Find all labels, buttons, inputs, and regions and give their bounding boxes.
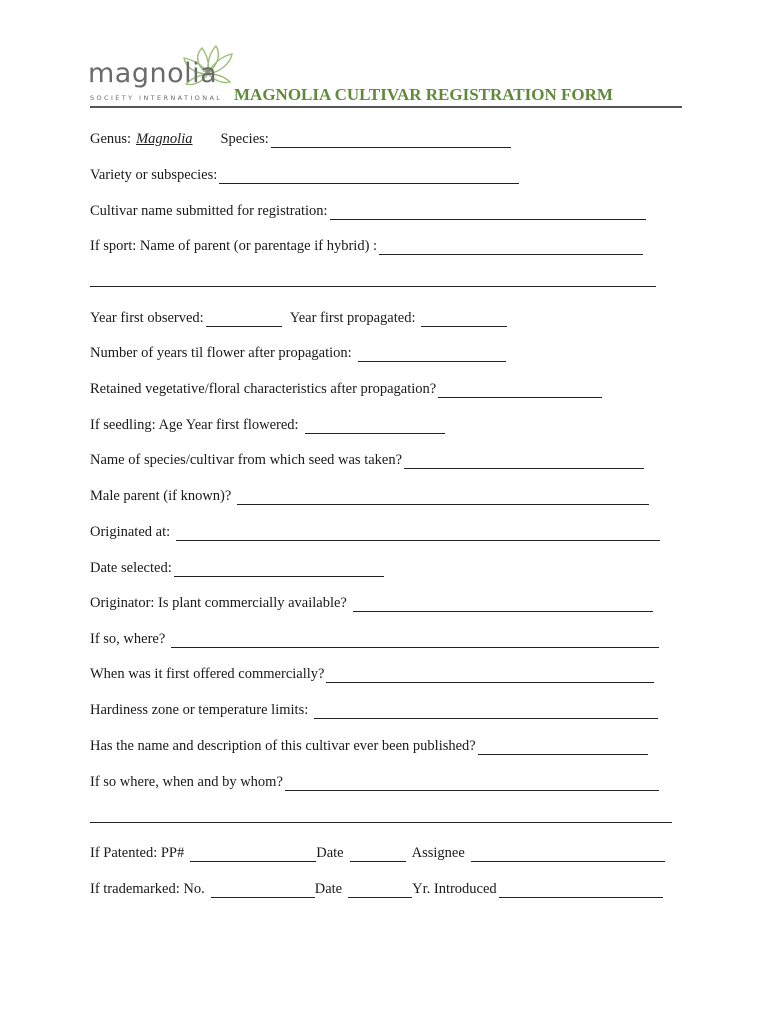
male-parent-input[interactable]	[237, 490, 649, 505]
retained-label: Retained vegetative/floral characteristics after propagation?	[90, 381, 437, 397]
magnolia-society-logo	[88, 44, 238, 106]
if-so-where-label: If so, where?	[90, 631, 166, 647]
trademarked-row	[90, 880, 663, 898]
publication-continuation-input[interactable]	[90, 822, 672, 823]
sport-row	[90, 237, 643, 255]
seedling-row	[90, 416, 445, 434]
hardiness-label: Hardiness zone or temperature limits:	[90, 702, 309, 718]
year-observed-input[interactable]	[206, 312, 282, 327]
seed-species-label: Name of species/cultivar from which seed was taken?	[90, 452, 403, 468]
logo-subtitle: SOCIETY INTERNATIONAL	[90, 94, 223, 102]
year-propagated-input[interactable]	[421, 312, 507, 327]
seed-species-row	[90, 451, 644, 469]
seed-species-input[interactable]	[404, 454, 644, 469]
patent-number-input[interactable]	[190, 847, 316, 862]
seedling-input[interactable]	[305, 419, 445, 434]
if-so-where-row	[90, 630, 659, 648]
cultivar-name-label: Cultivar name submitted for registration:	[90, 203, 328, 219]
male-parent-label: Male parent (if known)?	[90, 488, 232, 504]
years-til-flower-row	[90, 344, 506, 362]
genus-value: Magnolia	[136, 131, 193, 147]
date-selected-row	[90, 559, 384, 577]
male-parent-row	[90, 487, 649, 505]
first-offered-input[interactable]	[326, 668, 654, 683]
trademarked-label: If trademarked: No.	[90, 881, 205, 897]
patented-label: If Patented: PP#	[90, 845, 185, 861]
if-so-where-input[interactable]	[171, 633, 659, 648]
year-observed-label: Year first observed:	[90, 310, 204, 326]
year-row	[90, 309, 507, 327]
yr-introduced-input[interactable]	[499, 883, 663, 898]
originator-row	[90, 594, 653, 612]
trademark-date-input[interactable]	[348, 883, 412, 898]
published-row	[90, 737, 648, 755]
originator-label: Originator: Is plant commercially available?	[90, 595, 347, 611]
date-selected-input[interactable]	[174, 562, 384, 577]
patent-date-label: Date	[316, 845, 344, 861]
assignee-input[interactable]	[471, 847, 665, 862]
retained-row	[90, 380, 602, 398]
years-til-flower-input[interactable]	[358, 347, 506, 362]
title-divider	[90, 106, 682, 108]
published-input[interactable]	[478, 740, 648, 755]
sport-continuation-input[interactable]	[90, 286, 656, 287]
genus-species-row	[90, 130, 511, 148]
cultivar-name-row	[90, 202, 646, 220]
hardiness-row	[90, 701, 658, 719]
seedling-label: If seedling: Age Year first flowered:	[90, 417, 299, 433]
cultivar-name-input[interactable]	[330, 205, 646, 220]
originated-input[interactable]	[176, 526, 660, 541]
species-label: Species:	[220, 131, 269, 147]
if-so-where-when-label: If so where, when and by whom?	[90, 774, 283, 790]
years-til-flower-label: Number of years til flower after propagation:	[90, 345, 352, 361]
originated-label: Originated at:	[90, 524, 171, 540]
published-label: Has the name and description of this cultivar ever been published?	[90, 738, 476, 754]
if-so-where-when-row	[90, 773, 659, 791]
originated-row	[90, 523, 660, 541]
yr-introduced-label: Yr. Introduced	[412, 881, 497, 897]
hardiness-input[interactable]	[314, 704, 658, 719]
commercially-available-input[interactable]	[353, 597, 653, 612]
if-so-where-when-input[interactable]	[285, 776, 659, 791]
sport-input[interactable]	[379, 240, 643, 255]
patent-date-input[interactable]	[350, 847, 406, 862]
trademark-number-input[interactable]	[211, 883, 315, 898]
date-selected-label: Date selected:	[90, 560, 172, 576]
first-offered-row	[90, 665, 654, 683]
sport-label: If sport: Name of parent (or parentage if hybrid) :	[90, 238, 378, 254]
variety-input[interactable]	[219, 169, 519, 184]
patented-row	[90, 844, 665, 862]
variety-row	[90, 166, 519, 184]
logo-wordmark: magnolia	[88, 58, 218, 89]
genus-label: Genus:	[90, 131, 132, 147]
year-propagated-label: Year first propagated:	[289, 310, 416, 326]
trademark-date-label: Date	[314, 881, 343, 897]
species-input[interactable]	[271, 133, 511, 148]
form-title: MAGNOLIA CULTIVAR REGISTRATION FORM	[234, 85, 613, 104]
first-offered-label: When was it first offered commercially?	[90, 666, 325, 682]
variety-label: Variety or subspecies:	[90, 167, 218, 183]
retained-input[interactable]	[438, 383, 602, 398]
assignee-label: Assignee	[411, 845, 465, 861]
